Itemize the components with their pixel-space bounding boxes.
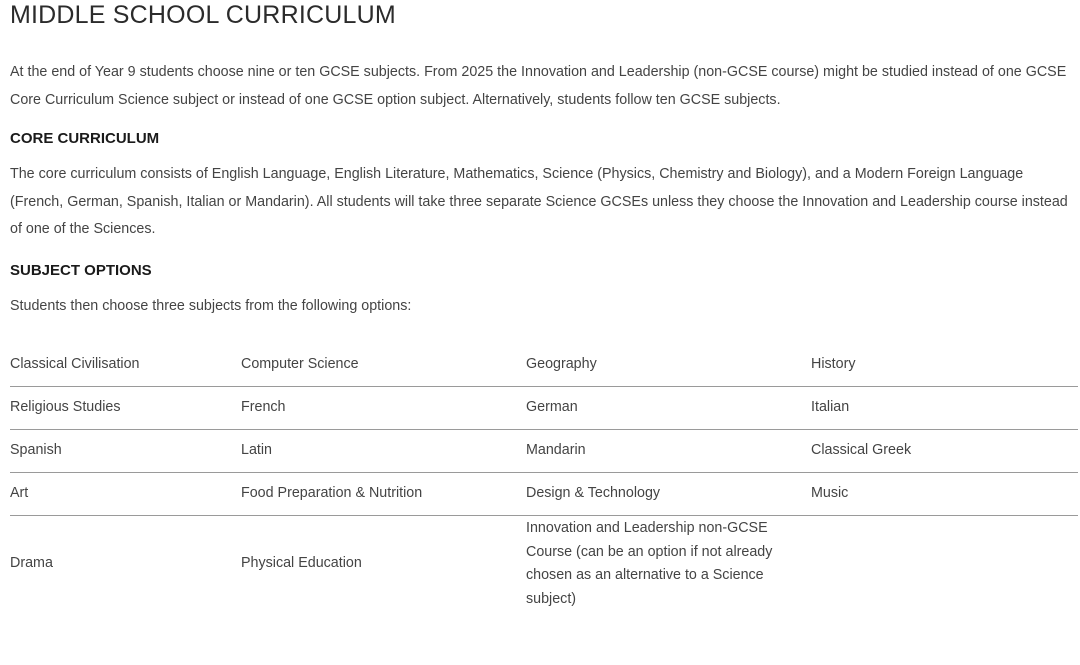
table-cell: Mandarin <box>526 430 811 473</box>
table-cell: Classical Civilisation <box>10 344 241 387</box>
core-curriculum-heading: CORE CURRICULUM <box>10 130 160 147</box>
table-cell: Physical Education <box>241 555 362 572</box>
table-cell: History <box>811 344 1078 387</box>
table-cell: Religious Studies <box>10 387 241 430</box>
table-row <box>10 516 1078 613</box>
page-title: MIDDLE SCHOOL CURRICULUM <box>10 1 396 29</box>
table-cell: Drama <box>10 555 53 572</box>
innovation-leadership-cell-text: Innovation and Leadership non-GCSE Course (can be an option if not already chosen as an alternative to a Science subject) <box>526 520 773 607</box>
table-row <box>10 473 1078 516</box>
intro-paragraph: At the end of Year 9 students choose nine or ten GCSE subjects. From 2025 the Innovation and Leadership (non-GCSE course) might be studied instead of one GCSE Core Curriculum Science subject or instead of one GCSE option subject. Alternatively, students follow ten GCSE subjects. <box>10 64 1067 108</box>
table-cell: Music <box>811 473 1078 516</box>
table-cell: Latin <box>241 430 526 473</box>
table-cell <box>526 516 811 613</box>
table-cell: Design & Technology <box>526 473 811 516</box>
core-curriculum-paragraph: The core curriculum consists of English Language, English Literature, Mathematics, Science (Physics, Chemistry and Biology), and a Modern Foreign Language (French, German, Spanish, Italian or Mandarin). All students will take three separate Science GCSEs unless they choose the Innovation and Leadership course instead of one of the Sciences. <box>10 166 1068 237</box>
subject-options-table <box>10 344 1078 612</box>
table-cell <box>811 516 1078 613</box>
subject-options-paragraph: Students then choose three subjects from the following options: <box>10 297 412 314</box>
table-row <box>10 344 1078 387</box>
table-cell: Food Preparation & Nutrition <box>241 473 526 516</box>
table-cell: German <box>526 387 811 430</box>
table-cell: French <box>241 387 526 430</box>
table-cell: Art <box>10 473 241 516</box>
table-cell: Computer Science <box>241 344 526 387</box>
table-cell: Classical Greek <box>811 430 1078 473</box>
table-cell: Italian <box>811 387 1078 430</box>
table-cell: Geography <box>526 344 811 387</box>
table-row <box>10 430 1078 473</box>
table-cell: Spanish <box>10 430 241 473</box>
subject-options-heading: SUBJECT OPTIONS <box>10 261 152 279</box>
table-row <box>10 387 1078 430</box>
